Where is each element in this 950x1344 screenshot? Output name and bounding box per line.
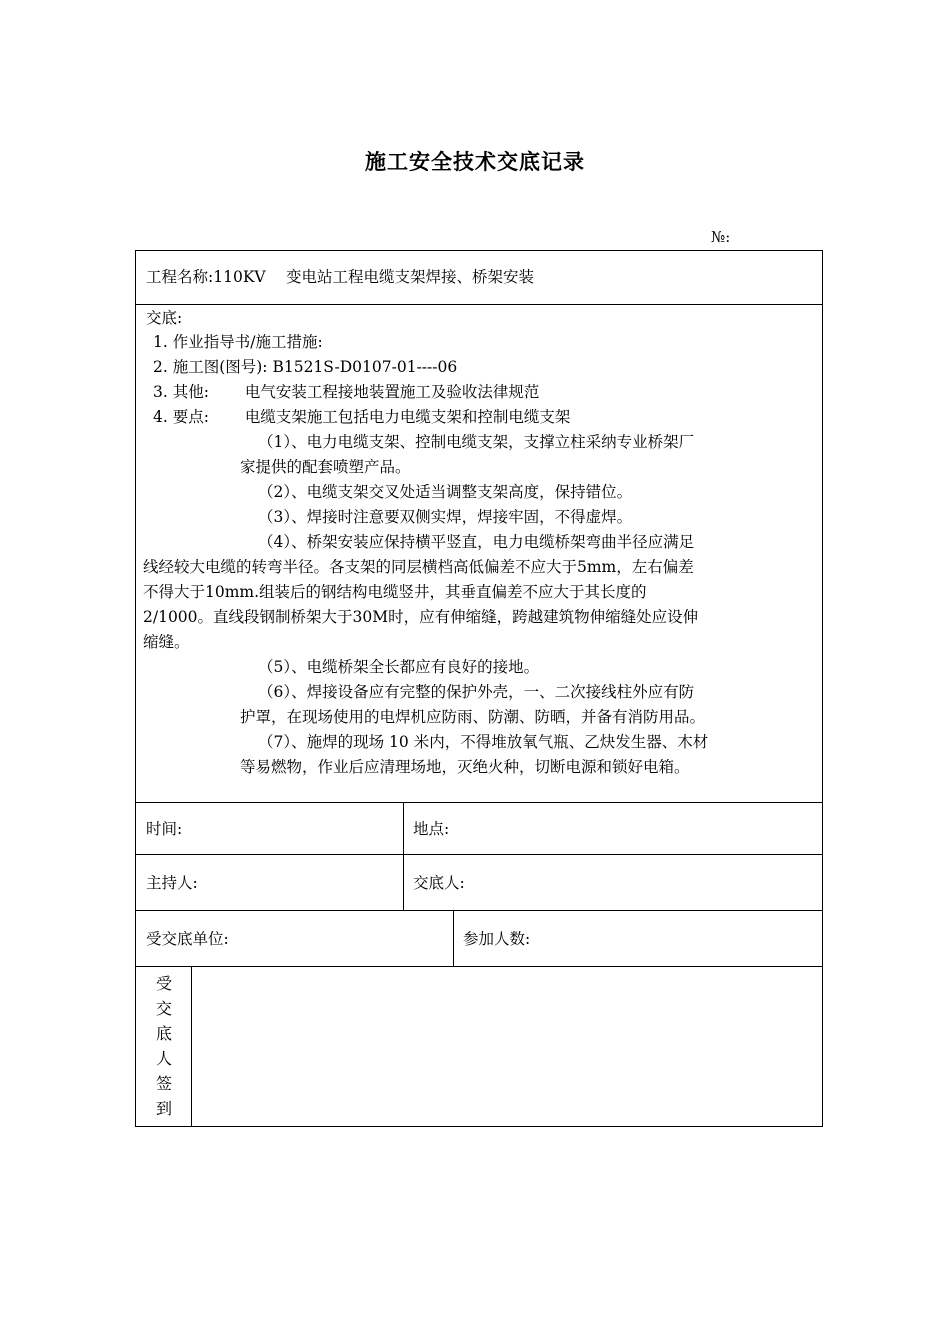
key-point-line: （6）、焊接设备应有完整的保护外壳，一、二次接线柱外应有防 bbox=[258, 683, 695, 701]
key-point-line: （7）、施焊的现场 10 米内，不得堆放氧气瓶、乙炔发生器、木材 bbox=[258, 733, 709, 751]
signature-char: 到 bbox=[155, 1099, 172, 1118]
project-name-value: 110KV 变电站工程电缆支架焊接、桥架安装 bbox=[213, 268, 535, 286]
table-rule bbox=[135, 802, 823, 803]
table-rule bbox=[135, 910, 823, 911]
signature-char: 签 bbox=[155, 1074, 172, 1093]
document-number-label: №: bbox=[711, 228, 731, 246]
receiving-unit-field: 受交底单位: bbox=[146, 930, 229, 948]
time-field: 时间: bbox=[146, 820, 183, 838]
disclosure-item: 2. 施工图(图号): B1521S-D0107-01----06 bbox=[153, 358, 458, 376]
signature-char: 交 bbox=[155, 999, 172, 1018]
signature-area[interactable] bbox=[192, 967, 822, 1126]
attendance-field: 参加人数: bbox=[463, 930, 531, 948]
document-title: 施工安全技术交底记录 bbox=[365, 149, 585, 174]
key-point-line: （1）、电力电缆支架、控制电缆支架，支撑立柱采纳专业桥架厂 bbox=[258, 433, 695, 451]
key-point-line: 家提供的配套喷塑产品。 bbox=[240, 458, 411, 476]
disclosure-item: 4. 要点: 电缆支架施工包括电力电缆支架和控制电缆支架 bbox=[153, 408, 571, 426]
key-point-line: （3）、焊接时注意要双侧实焊，焊接牢固，不得虚焊。 bbox=[258, 508, 633, 526]
key-point-line: 等易燃物，作业后应清理场地，灭绝火种，切断电源和锁好电箱。 bbox=[240, 758, 690, 776]
table-border-left bbox=[135, 250, 136, 1127]
signature-char: 底 bbox=[155, 1024, 172, 1043]
table-rule bbox=[135, 854, 823, 855]
project-name-row bbox=[146, 267, 534, 287]
host-field: 主持人: bbox=[146, 874, 198, 892]
signature-char: 人 bbox=[155, 1049, 172, 1068]
table-divider bbox=[453, 910, 454, 966]
place-field: 地点: bbox=[413, 820, 450, 838]
key-point-line: 不得大于10mm.组装后的钢结构电缆竖井，其垂直偏差不应大于其长度的 bbox=[143, 583, 647, 601]
signature-char: 受 bbox=[155, 974, 172, 993]
table-border-right bbox=[822, 250, 823, 1127]
table-rule bbox=[135, 304, 823, 305]
table-border-bottom bbox=[135, 1126, 823, 1127]
project-name-label: 工程名称: bbox=[146, 268, 214, 286]
disclosure-label: 交底: bbox=[146, 309, 183, 327]
key-point-line: （4）、桥架安装应保持横平竖直，电力电缆桥架弯曲半径应满足 bbox=[258, 533, 695, 551]
key-point-line: （2）、电缆支架交叉处适当调整支架高度，保持错位。 bbox=[258, 483, 633, 501]
key-point-line: 2/1000。直线段钢制桥架大于30M时，应有伸缩缝，跨越建筑物伸缩缝处应设伸 bbox=[143, 608, 699, 626]
table-border-top bbox=[135, 250, 823, 251]
disclosure-item: 1. 作业指导书/施工措施: bbox=[153, 333, 323, 351]
key-point-line: 线经较大电缆的转弯半径。各支架的同层横档高低偏差不应大于5mm，左右偏差 bbox=[143, 558, 694, 576]
key-point-line: 护罩，在现场使用的电焊机应防雨、防潮、防晒，并备有消防用品。 bbox=[240, 708, 706, 726]
table-divider bbox=[403, 802, 404, 910]
disclosure-item: 3. 其他: 电气安装工程接地装置施工及验收法律规范 bbox=[153, 383, 540, 401]
key-point-line: 缩缝。 bbox=[143, 633, 190, 651]
discloser-field: 交底人: bbox=[413, 874, 465, 892]
key-point-line: （5）、电缆桥架全长都应有良好的接地。 bbox=[258, 658, 540, 676]
